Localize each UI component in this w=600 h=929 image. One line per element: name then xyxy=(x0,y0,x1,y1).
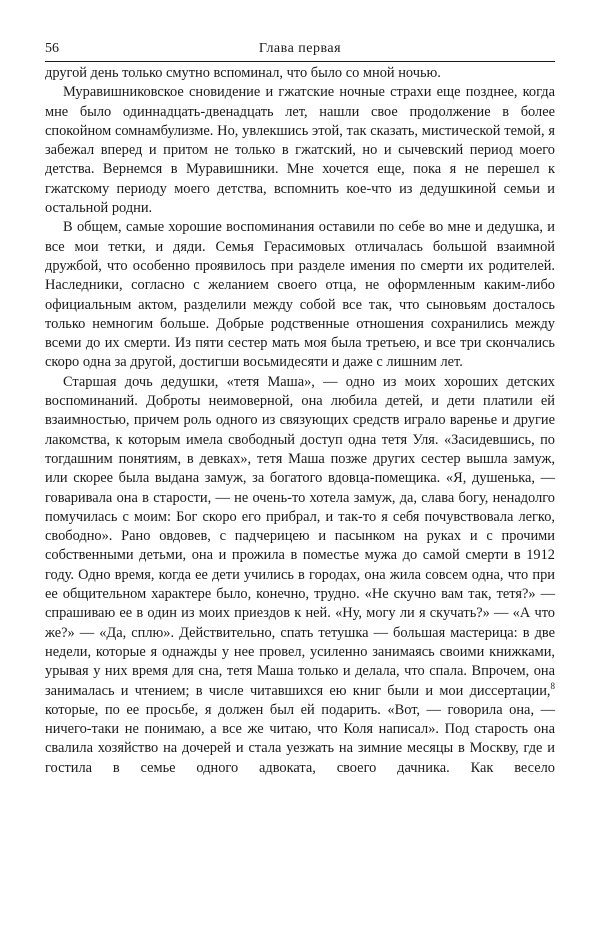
body-text xyxy=(45,64,555,778)
paragraph: Муравишниковское сновидение и гжатские ночные страхи еще позднее, когда мне было одиннадцать-двенадцать лет, нашли свое продолжение в более спокойном сомнамбулизме. Но, увлекшись этой, так сказать, мистической темой, я забежал вперед и притом не только в гжатский, но и сычевский период моего детства. Вернемся в Муравишники. Мне хочется еще, пока я не перешел к гжатскому периоду моего детства, вспомнить кое-что из дедушкиной семьи и остальной родни. xyxy=(45,84,555,217)
book-page xyxy=(45,38,555,778)
paragraph: В общем, самые хорошие воспоминания оставили по себе во мне и дедушка, и все мои тетки, и дяди. Семья Герасимовых отличалась большой взаимной дружбой, что особенно проявилось при разделе имения по смерти их родителей. Наследники, согласно с желанием своего отца, не оформленным каким-либо официальным актом, разделили между собой все так, что сыновьям досталось только немногим больше. Добрые родственные отношения сохранились между всеми до их смерти. Из пяти сестер мать моя была третьею, и все три скончались скоро одна за другой, достигши восьмидесяти и даже с лишним лет. xyxy=(45,219,555,371)
paragraph-continued: другой день только смутно вспоминал, что было со мной ночью. xyxy=(45,65,441,81)
running-head: Глава первая xyxy=(258,41,342,56)
page-header xyxy=(45,38,555,60)
page-number: 56 xyxy=(45,41,59,56)
header-rule xyxy=(45,61,555,62)
paragraph-text: Старшая дочь дедушки, «тетя Маша», — одно из моих хороших детских воспоминаний. Доброты неимоверной, она любила детей, и дети платили ей взаимностью, причем роль одного из связующих средств играло варенье и другие лакомства, к которым имела свободный доступ одна тетя Уля. «Засидевшись, по тогдашним понятиям, в девках», тетя Маша позже других сестер вышла замуж, или скорее была выдана замуж, за богатого вдовца-помещика. «Я, душенька, — говаривала она в старости, — не очень-то хотела замуж, да, слава богу, ненадолго помучилась с моим: Бог скоро его прибрал, и так-то я себя почувствовала легко, свободно». Рано овдовев, с падчерицею и пасынком на руках и с прочими собственными детьми, она и прожила в поместье мужа до самой смерти в 1912 году. Одно время, когда ее дети учились в городах, она жила совсем одна, что при ее общительном характере было, конечно, трудно. «Не скучно вам так, тетя?» — спрашиваю ее в один из моих приездов к ней. «Ну, могу ли я скучать?» — «А что же?» — «Да, сплю». Действительно, спать тетушка — большая мастерица: в две недели, которые я однажды у нее провел, усиленно занимаясь своими книжками, урывая у них время для сна, тетя Маша только и делала, что спала. Впрочем, она занималась и чтением; в числе читавшихся ею книг были и мои диссертации, xyxy=(45,373,555,699)
paragraph xyxy=(45,373,555,778)
paragraph-text: которые, по ее просьбе, я должен был ей подарить. «Вот, — говорила она, — ничего-таки не понимаю, а все же читаю, что Коля написал». Под старость она свалила хозяйство на дочерей и стала уезжать на зимние месяцы в Москву, где и гостила в семье одного адвоката, своего дачника. Как весело xyxy=(45,701,555,776)
footnote-marker: 8 xyxy=(550,680,555,691)
